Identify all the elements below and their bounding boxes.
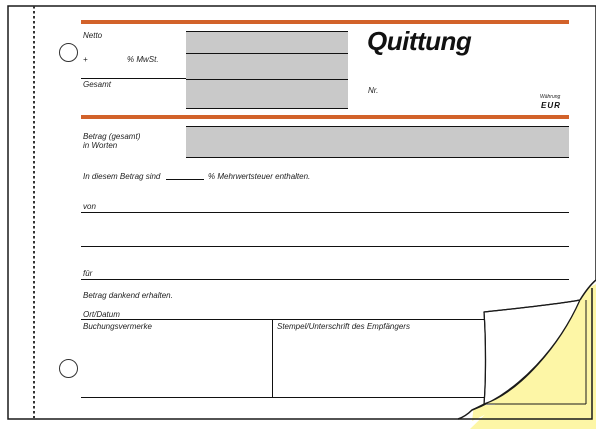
amount-box (186, 31, 348, 109)
nr-label: Nr. (368, 86, 379, 95)
gesamt-label: Gesamt (83, 80, 112, 89)
netto-label: Netto (83, 31, 103, 40)
ort-datum-line[interactable] (81, 319, 484, 320)
form-title: Quittung (367, 26, 472, 56)
von-line[interactable] (81, 212, 569, 213)
middle-accent-bar (81, 115, 569, 119)
buchung-label: Buchungsvermerke (83, 322, 152, 331)
betrag-label: Betrag (gesamt) (83, 132, 141, 141)
plus-sign: + (83, 55, 88, 64)
mwst-label: % MwSt. (127, 55, 159, 64)
stempel-label: Stempel/Unterschrift des Empfängers (277, 322, 410, 331)
fuer-line[interactable] (81, 279, 569, 280)
in-worten-label: in Worten (83, 141, 118, 150)
currency-label: Währung (540, 94, 561, 100)
von-label: von (83, 202, 96, 211)
currency-value: EUR (541, 101, 561, 110)
vat-sentence-start: In diesem Betrag sind (83, 172, 161, 181)
received-text: Betrag dankend erhalten. (83, 291, 173, 300)
fuer-label: für (83, 269, 93, 278)
punch-hole-bottom (59, 359, 78, 378)
punch-hole-top (59, 43, 78, 62)
bottom-line (81, 397, 484, 398)
ort-datum-label: Ort/Datum (83, 310, 120, 319)
amount-in-words-box (186, 126, 569, 158)
von-line-2[interactable] (81, 246, 569, 247)
top-accent-bar (81, 20, 569, 24)
vat-sentence-end: % Mehrwertsteuer enthalten. (208, 172, 311, 181)
column-divider (272, 319, 273, 398)
vat-rate-blank[interactable] (166, 179, 204, 180)
perforation-line (33, 6, 35, 418)
